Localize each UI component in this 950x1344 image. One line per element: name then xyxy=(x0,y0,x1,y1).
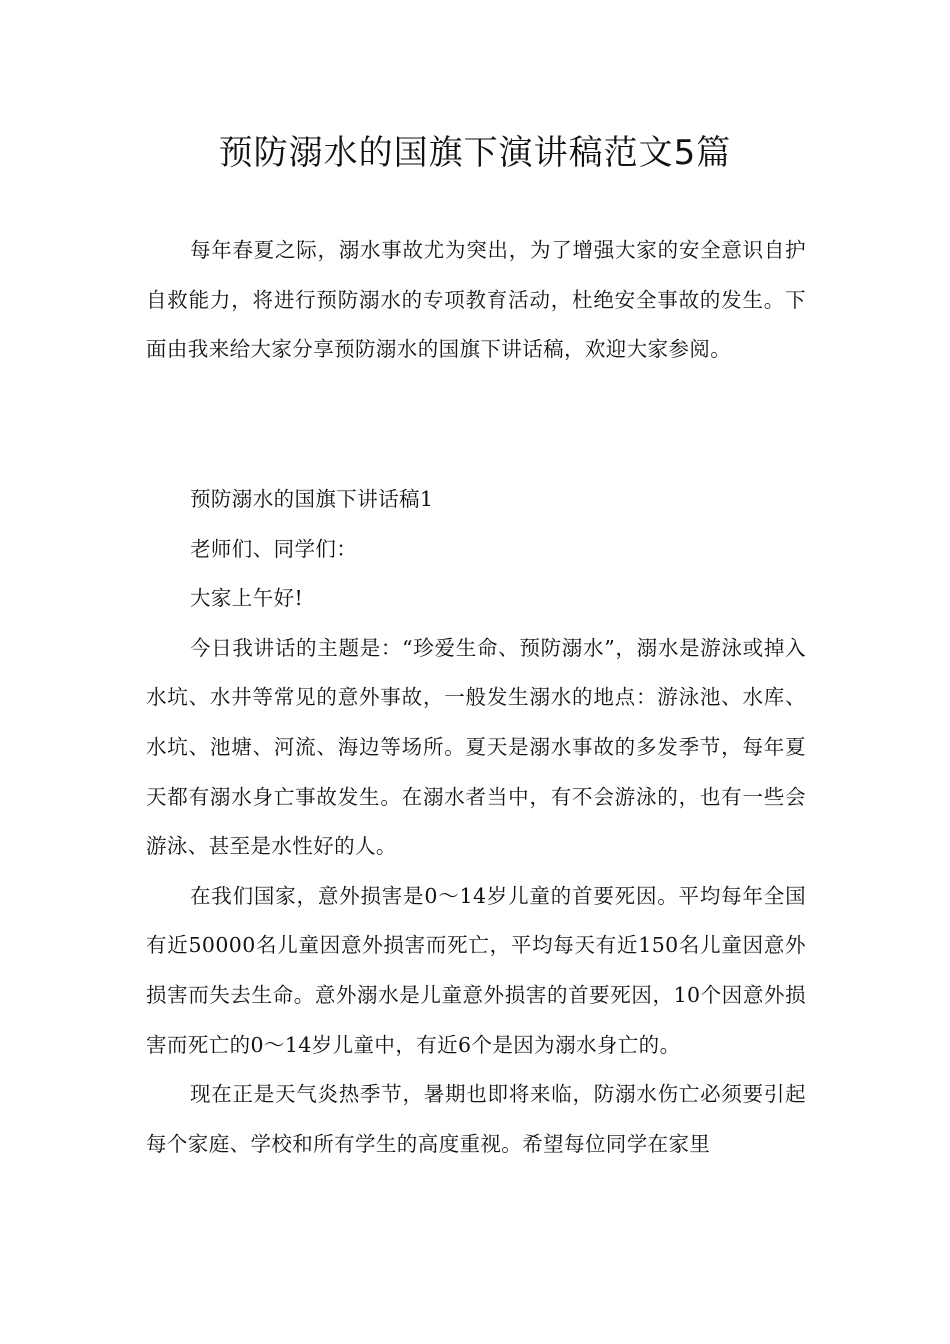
body-paragraph: 今日我讲话的主题是：“珍爱生命、预防溺水”，溺水是游泳或掉入水坑、水井等常见的意外事故，一般发生溺水的地点：游泳池、水库、水坑、池塘、河流、海边等场所。夏天是溺水事故的多发季节，每年夏天都有溺水身亡事故发生。在溺水者当中，有不会游泳的，也有一些会游泳、甚至是水性好的人。 xyxy=(146,635,806,859)
body-paragraph: 现在正是天气炎热季节，暑期也即将来临，防溺水伤亡必须要引起每个家庭、学校和所有学生的高度重视。希望每位同学在家里 xyxy=(146,1082,806,1156)
section-heading: 预防溺水的国旗下讲话稿1 xyxy=(190,487,434,511)
speech-section xyxy=(146,475,806,1169)
intro-block xyxy=(146,226,806,375)
body-paragraph: 在我们国家，意外损害是0～14岁儿童的首要死因。平均每年全国有近50000名儿童因意外损害而死亡，平均每天有近150名儿童因意外损害而失去生命。意外溺水是儿童意外损害的首要死因，10个因意外损害而死亡的0～14岁儿童中，有近6个是因为溺水身亡的。 xyxy=(146,883,806,1057)
document-title: 预防溺水的国旗下演讲稿范文5篇 xyxy=(218,133,732,173)
intro-paragraph: 每年春夏之际，溺水事故尤为突出，为了增强大家的安全意识自护自救能力，将进行预防溺水的专项教育活动，杜绝安全事故的发生。下面由我来给大家分享预防溺水的国旗下讲话稿，欢迎大家参阅。 xyxy=(146,238,806,362)
greeting: 大家上午好! xyxy=(190,586,304,611)
salutation: 老师们、同学们： xyxy=(190,536,358,561)
